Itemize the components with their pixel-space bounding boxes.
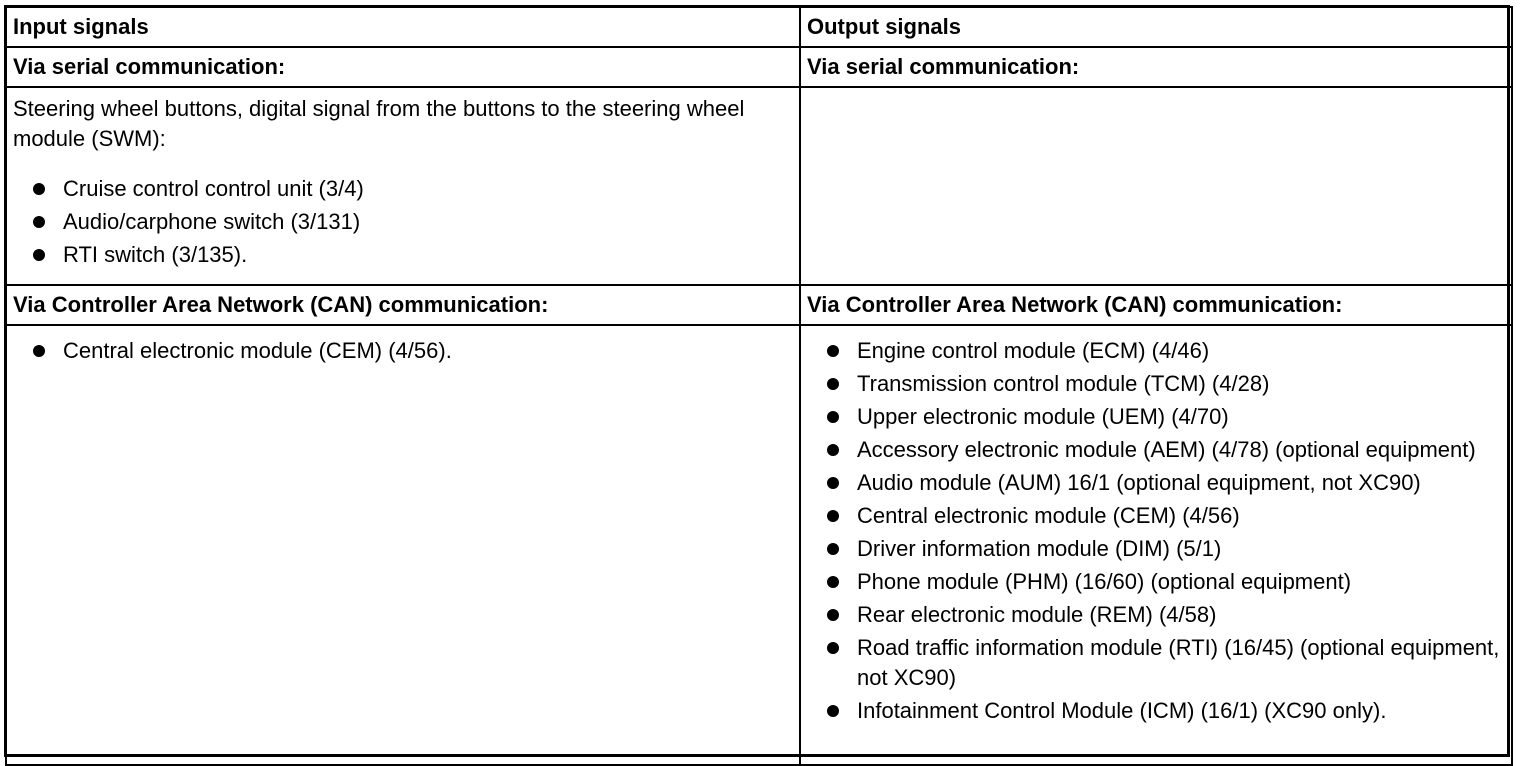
serial-title-row bbox=[6, 47, 1512, 87]
list-item: Transmission control module (TCM) (4/28) bbox=[807, 369, 1505, 399]
input-serial-title: Via serial communication: bbox=[6, 47, 800, 87]
bullet-icon bbox=[827, 345, 839, 357]
bullet-icon bbox=[33, 345, 45, 357]
bullet-icon bbox=[827, 642, 839, 654]
output-can-cell bbox=[800, 325, 1512, 765]
serial-body-row bbox=[6, 87, 1512, 285]
bullet-icon bbox=[827, 510, 839, 522]
input-serial-list bbox=[13, 174, 793, 270]
list-item: Audio/carphone switch (3/131) bbox=[13, 207, 793, 237]
input-signals-header: Input signals bbox=[6, 7, 800, 47]
bullet-icon bbox=[33, 249, 45, 261]
list-item: Audio module (AUM) 16/1 (optional equipment, not XC90) bbox=[807, 468, 1505, 498]
list-item: Phone module (PHM) (16/60) (optional equipment) bbox=[807, 567, 1505, 597]
list-item: Central electronic module (CEM) (4/56) bbox=[807, 501, 1505, 531]
can-body-row bbox=[6, 325, 1512, 765]
list-item: Central electronic module (CEM) (4/56). bbox=[13, 336, 793, 366]
output-signals-header: Output signals bbox=[800, 7, 1512, 47]
bullet-icon bbox=[827, 705, 839, 717]
output-can-title: Via Controller Area Network (CAN) communication: bbox=[800, 285, 1512, 325]
list-item: Driver information module (DIM) (5/1) bbox=[807, 534, 1505, 564]
input-can-cell bbox=[6, 325, 800, 765]
bullet-icon bbox=[827, 477, 839, 489]
bullet-icon bbox=[33, 183, 45, 195]
signals-table bbox=[5, 6, 1513, 766]
list-item: Road traffic information module (RTI) (16/45) (optional equipment, not XC90) bbox=[807, 633, 1505, 693]
bullet-icon bbox=[827, 444, 839, 456]
input-serial-cell bbox=[6, 87, 800, 285]
list-item: RTI switch (3/135). bbox=[13, 240, 793, 270]
list-item: Infotainment Control Module (ICM) (16/1) (XC90 only). bbox=[807, 696, 1505, 726]
list-item: Accessory electronic module (AEM) (4/78) (optional equipment) bbox=[807, 435, 1505, 465]
list-item: Upper electronic module (UEM) (4/70) bbox=[807, 402, 1505, 432]
bullet-icon bbox=[827, 543, 839, 555]
bullet-icon bbox=[827, 576, 839, 588]
output-serial-title: Via serial communication: bbox=[800, 47, 1512, 87]
can-title-row bbox=[6, 285, 1512, 325]
list-item: Rear electronic module (REM) (4/58) bbox=[807, 600, 1505, 630]
output-serial-cell bbox=[800, 87, 1512, 285]
bullet-icon bbox=[33, 216, 45, 228]
input-can-title: Via Controller Area Network (CAN) communication: bbox=[6, 285, 800, 325]
bullet-icon bbox=[827, 609, 839, 621]
header-row bbox=[6, 7, 1512, 47]
list-item: Engine control module (ECM) (4/46) bbox=[807, 336, 1505, 366]
output-can-list bbox=[807, 336, 1505, 726]
input-can-list bbox=[13, 336, 793, 366]
input-serial-intro: Steering wheel buttons, digital signal from the buttons to the steering wheel module (SWM): bbox=[13, 96, 745, 151]
list-item: Cruise control control unit (3/4) bbox=[13, 174, 793, 204]
bullet-icon bbox=[827, 378, 839, 390]
bullet-icon bbox=[827, 411, 839, 423]
